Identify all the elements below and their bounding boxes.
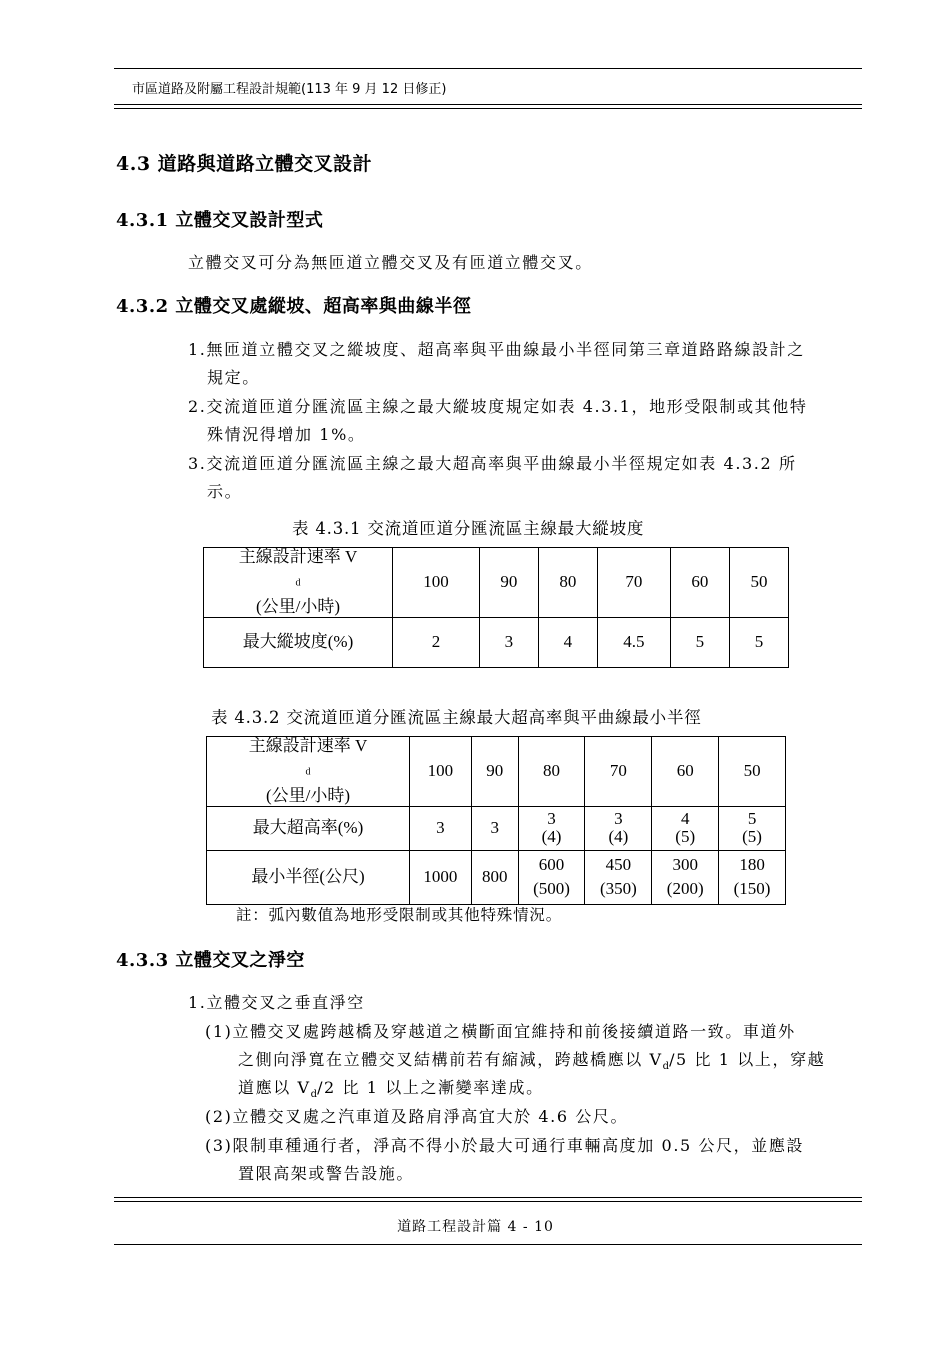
- radius-cell: [585, 850, 652, 904]
- table-row: [207, 850, 786, 904]
- radius-alt-value: (350): [599, 879, 637, 899]
- grade-cell: 3: [479, 617, 538, 667]
- speed-header-cell: [207, 737, 410, 807]
- sub-item-1-line-1: (1)立體交叉處跨越橋及穿越道之橫斷面宜維持和前後接續道路一致。車道外: [205, 1022, 796, 1041]
- radius-cell: [652, 850, 719, 904]
- radius-value: 1000: [423, 866, 458, 886]
- sub-item-1-line-3-a: 道應以 V: [238, 1078, 311, 1097]
- superelevation-alt-value: (5): [675, 827, 696, 847]
- speed-cell: 80: [518, 737, 585, 807]
- radius-value: 600: [538, 854, 565, 874]
- superelevation-value: 3: [614, 808, 623, 828]
- heading-4-3-2: 4.3.2 立體交叉處縱坡、超高率與曲線半徑: [116, 296, 472, 317]
- table-row: [204, 548, 789, 618]
- superelevation-value: 4: [680, 808, 690, 828]
- superelevation-alt-value: (5): [742, 827, 762, 847]
- speed-header-sub: d: [295, 577, 301, 589]
- sub-item-1-line-3-b: /2 比 1 以上之漸變率達成。: [317, 1078, 544, 1097]
- radius-value: 180: [739, 854, 765, 874]
- speed-cell: 80: [538, 548, 597, 618]
- speed-header-sub: d: [305, 766, 311, 778]
- speed-cell: 100: [393, 548, 480, 618]
- table-4-3-2-caption: 表 4.3.2 交流道匝道分匯流區主線最大超高率與平曲線最小半徑: [211, 708, 702, 727]
- grade-cell: 5: [729, 617, 788, 667]
- speed-cell: 60: [652, 737, 719, 807]
- item-1-vertical-clearance: 1.立體交叉之垂直淨空: [188, 993, 365, 1012]
- header-bottom-rule: [114, 104, 862, 109]
- grade-cell: 2: [393, 617, 480, 667]
- sub-item-3-line-2: 置限高架或警告設施。: [238, 1164, 415, 1183]
- radius-value: 300: [672, 854, 698, 874]
- sub-item-1-line-3: [238, 1075, 544, 1100]
- speed-cell: 50: [729, 548, 788, 618]
- item-1-line-1: 1.無匝道立體交叉之縱坡度、超高率與平曲線最小半徑同第三章道路路線設計之: [188, 340, 805, 359]
- speed-unit-label: (公里/小時): [265, 786, 351, 806]
- superelevation-label-cell: 最大超高率(%): [207, 806, 410, 850]
- heading-4-3-1: 4.3.1 立體交叉設計型式: [116, 210, 324, 231]
- item-2-line-1: 2.交流道匝道分匯流區主線之最大縱坡度規定如表 4.3.1，地形受限制或其他特: [188, 397, 808, 416]
- speed-cell: 90: [471, 737, 518, 807]
- subscript-d: d: [662, 1061, 670, 1073]
- table-4-3-1-caption: 表 4.3.1 交流道匝道分匯流區主線最大縱坡度: [292, 519, 645, 538]
- radius-alt-value: (200): [666, 879, 704, 899]
- superelevation-cell: [410, 806, 472, 850]
- table-4-3-2: [206, 736, 786, 905]
- speed-cell: 70: [597, 548, 670, 618]
- superelevation-value: 3: [547, 808, 556, 828]
- footer-bottom-rule: [114, 1244, 862, 1245]
- table-row: [207, 806, 786, 850]
- sub-item-3-line-1: (3)限制車種通行者，淨高不得小於最大可通行車輛高度加 0.5 公尺，並應設: [205, 1136, 805, 1155]
- footer-top-rule: [114, 1197, 862, 1202]
- radius-cell: [518, 850, 585, 904]
- table-row: [204, 617, 789, 667]
- item-2-line-2: 殊情況得增加 1%。: [207, 425, 366, 444]
- paragraph-4-3-1: 立體交叉可分為無匝道立體交叉及有匝道立體交叉。: [188, 253, 593, 272]
- subscript-d: d: [310, 1089, 318, 1101]
- speed-cell: 100: [410, 737, 472, 807]
- speed-header-cell: [204, 548, 393, 618]
- grade-cell: 4: [538, 617, 597, 667]
- item-1-line-2: 規定。: [207, 368, 260, 387]
- grade-cell: 5: [670, 617, 729, 667]
- radius-label-cell: 最小半徑(公尺): [207, 850, 410, 904]
- superelevation-cell: [652, 806, 719, 850]
- grade-label-cell: 最大縱坡度(%): [204, 617, 393, 667]
- sub-item-1-line-2-b: /5 比 1 以上，穿越: [669, 1050, 826, 1069]
- radius-cell: [471, 850, 518, 904]
- speed-cell: 60: [670, 548, 729, 618]
- speed-header-label: 主線設計速率 V: [238, 547, 358, 566]
- speed-cell: 70: [585, 737, 652, 807]
- table-row: [207, 737, 786, 807]
- superelevation-value: 5: [747, 808, 757, 828]
- grade-cell: 4.5: [597, 617, 670, 667]
- radius-alt-value: (150): [733, 879, 771, 899]
- speed-unit-label: (公里/小時): [255, 597, 341, 617]
- superelevation-cell: [518, 806, 585, 850]
- superelevation-value: 3: [436, 817, 445, 837]
- radius-value: 800: [481, 866, 508, 886]
- sub-item-1-line-2-a: 之側向淨寬在立體交叉結構前若有縮減，跨越橋應以 V: [238, 1050, 663, 1069]
- running-header: 市區道路及附屬工程設計規範(113 年 9 月 12 日修正): [132, 82, 447, 97]
- speed-cell: 90: [479, 548, 538, 618]
- superelevation-cell: [471, 806, 518, 850]
- radius-alt-value: (500): [533, 879, 570, 899]
- superelevation-alt-value: (4): [608, 827, 629, 847]
- item-3-line-1: 3.交流道匝道分匯流區主線之最大超高率與平曲線最小半徑規定如表 4.3.2 所: [188, 454, 797, 473]
- item-3-line-2: 示。: [207, 482, 243, 501]
- heading-4-3-3: 4.3.3 立體交叉之淨空: [116, 950, 305, 971]
- section-title: 4.3 道路與道路立體交叉設計: [116, 153, 373, 175]
- superelevation-alt-value: (4): [541, 827, 562, 847]
- radius-cell: [410, 850, 472, 904]
- superelevation-value: 3: [490, 817, 499, 837]
- table-4-3-1: [203, 547, 789, 668]
- radius-cell: [719, 850, 786, 904]
- superelevation-cell: [719, 806, 786, 850]
- header-top-rule: [114, 68, 862, 69]
- speed-cell: 50: [719, 737, 786, 807]
- speed-header-label: 主線設計速率 V: [248, 736, 368, 755]
- superelevation-cell: [585, 806, 652, 850]
- sub-item-2: (2)立體交叉處之汽車道及路肩淨高宜大於 4.6 公尺。: [205, 1107, 629, 1126]
- table-note: 註：弧內數值為地形受限制或其他特殊情況。: [236, 906, 563, 924]
- page-number: 道路工程設計篇 4 - 10: [397, 1219, 554, 1235]
- radius-value: 450: [605, 854, 632, 874]
- sub-item-1-line-2: [238, 1047, 825, 1072]
